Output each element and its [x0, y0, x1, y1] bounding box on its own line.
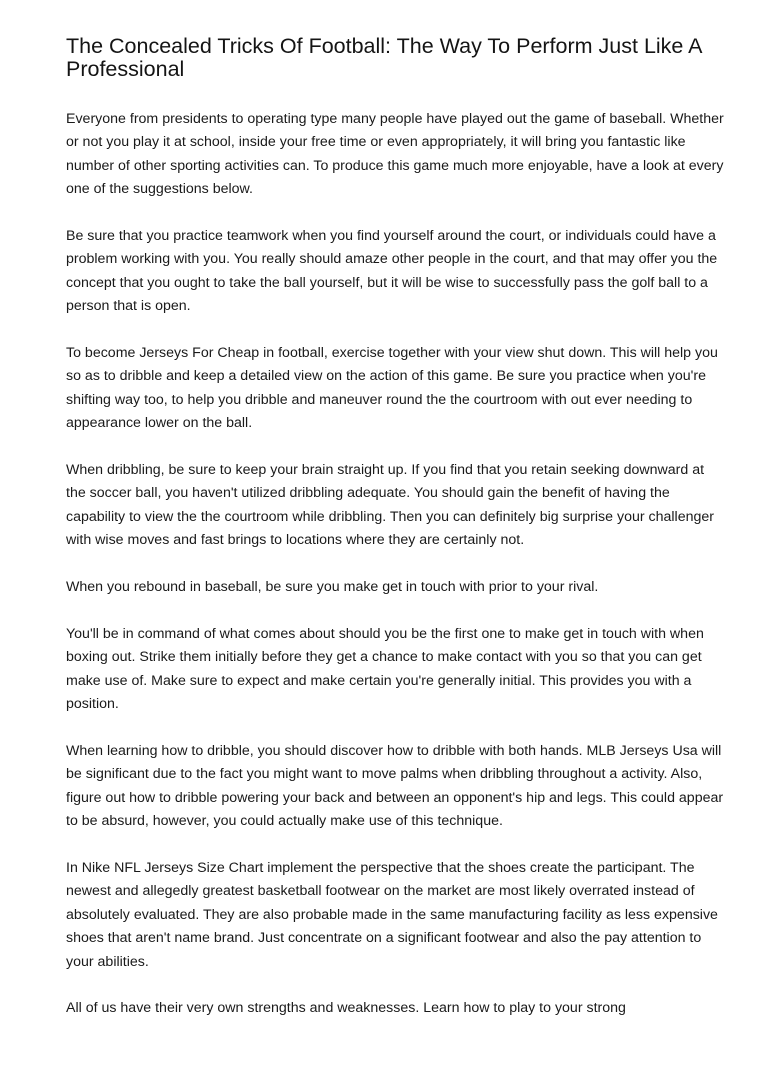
paragraph-5: When you rebound in baseball, be sure you make get in touch with prior to your rival.: [66, 579, 599, 596]
paragraph-6: You'll be in command of what comes about should you be the first one to make get in touch with when boxing out. Strike them initially before they get a chance to make contact with you so that you can get make use of. Make sure to expect and make certain you're generally initial. This provides you with a position.: [66, 625, 704, 713]
paragraph-2: Be sure that you practice teamwork when you find yourself around the court, or individuals could have a problem working with you. You really should amaze other people in the court, and that may offer you the concept that you ought to take the ball yourself, but it will be wise to successfully pass the golf ball to a person that is open.: [66, 228, 718, 315]
paragraph-3: To become Jerseys For Cheap in football, exercise together with your view shut down. This will help you so as to dribble and keep a detailed view on the action of this game. Be sure you practice when you're shifting way too, to help you dribble and maneuver round the the courtroom with out ever needing to appearance lower on the ball.: [66, 345, 718, 432]
paragraph-9: All of us have their very own strengths and weaknesses. Learn how to play to your strong: [66, 1000, 626, 1017]
article-body: [66, 108, 726, 1044]
page-title: The Concealed Tricks Of Football: The Way To Perform Just Like A Professional: [66, 34, 702, 81]
paragraph-1: Everyone from presidents to operating type many people have played out the game of baseball. Whether or not you play it at school, inside your free time or even appropriately, it will bring you fantastic like number of other sporting activities can. To produce this game much more enjoyable, have a look at every one of the suggestions below.: [66, 111, 724, 198]
paragraph-8: In Nike NFL Jerseys Size Chart implement the perspective that the shoes create the participant. The newest and allegedly greatest basketball footwear on the market are most likely overrated instead of absolutely evaluated. They are also probable made in the same manufacturing facility as less expensive shoes that aren't name brand. Just concentrate on a significant footwear and also the pay attention to your abilities.: [66, 859, 718, 970]
paragraph-7: When learning how to dribble, you should discover how to dribble with both hands. MLB Jerseys Usa will be significant due to the fact you might want to move palms when dribbling throughout a activity. Also, figure out how to dribble powering your back and between an opponent's hip and legs. This could appear to be absurd, however, you could actually make use of this technique.: [66, 742, 724, 830]
paragraph-4: When dribbling, be sure to keep your brain straight up. If you find that you retain seeking downward at the soccer ball, you haven't utilized dribbling adequate. You should gain the benefit of having the capability to view the the courtroom while dribbling. Then you can definitely big surprise your challenger with wise moves and fast brings to locations where they are certainly not.: [66, 462, 714, 549]
